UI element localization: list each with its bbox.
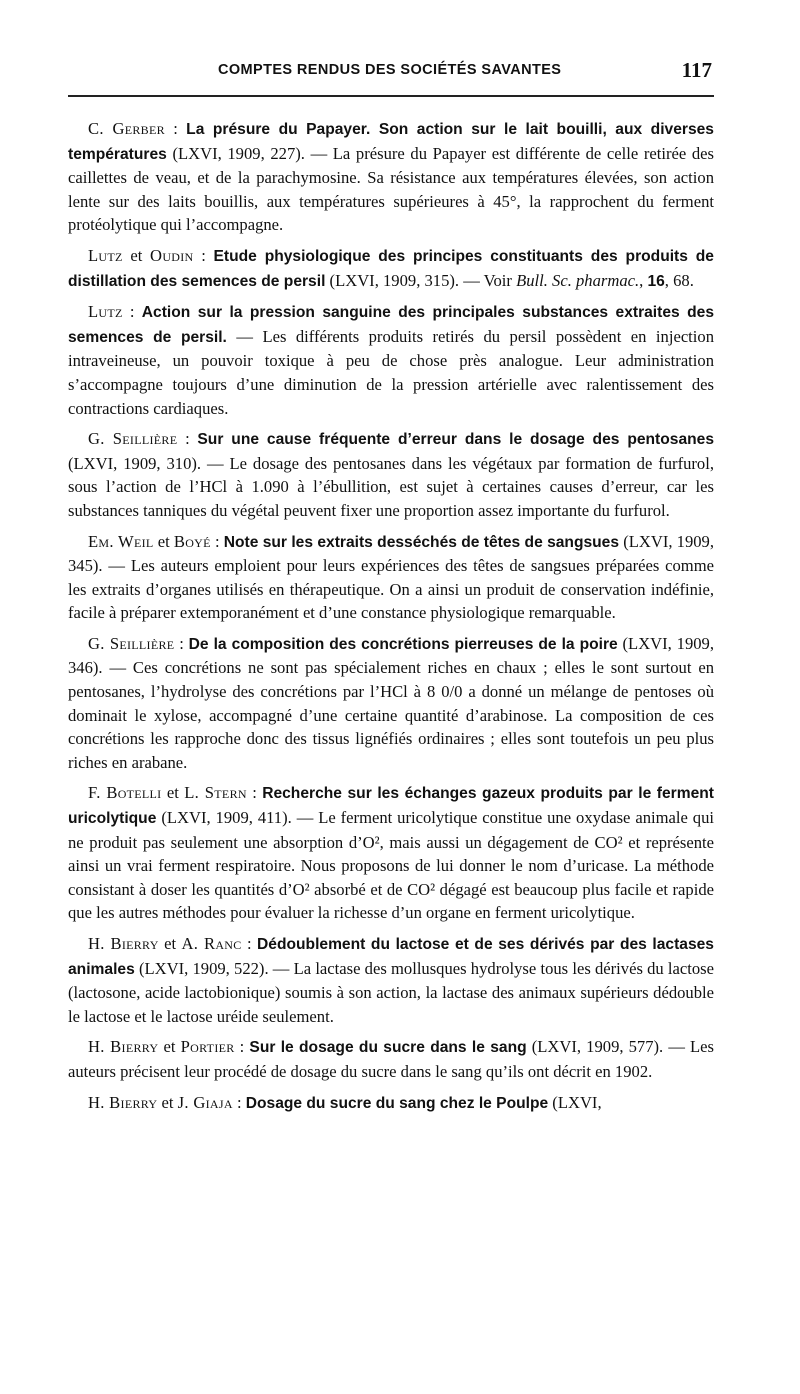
entry-reference: Bull. Sc. pharmac.	[516, 270, 640, 290]
entry-author: L. Stern	[184, 783, 247, 803]
entry-body: (LXVI, 1909, 227). — La présure du Papayer est différente de celle retirée des caillettes de veau, et de la parachymosine. Sa résistance aux températures élevées, son action lente sur des laits bouillis, aux températures supérieures à 45°, la rapprochent du ferment protéolytique qui l’accompagne.	[68, 143, 714, 235]
entry-seilliere-pentosanes: G. Seillière : Sur une cause fréquente d’erreur dans le dosage des pentosanes (LXVI, 1909, 310). — Le dosage des pentosanes dans les végétaux par formation de furfurol, sous l’action de l’HCl à 1.090 à l’ébullition, est sujet à certaines causes d’erreur, car les substances tanniques du végétal peuvent fixer une proportion assez importante du furfurol.	[68, 429, 714, 520]
entry-body: (LXVI, 1909, 345). — Les auteurs emploient pour leurs expériences des têtes de sangsues préparées comme les extraits d’organes utilisés en thérapeutique. On a ainsi un produit de conservation indéfinie, facile à préparer extemporanément et d’une constance physiologique remarquable.	[68, 531, 714, 623]
entry-body: (LXVI, 1909, 411). — Le ferment uricolytique constitue une oxydase animale qui ne produit pas seulement une absorption d’O², mais aussi un dégagement de CO² et représente ainsi un vrai ferment respiratoire. Nous proposons de lui donner le nom d’uricase. La méthode consistant à doser les quantités d’O² absorbé et de CO² dégagé est beaucoup plus facile et rapide que les autres méthodes pour évaluer la richesse d’un organe en ferment uricolytique.	[68, 808, 714, 923]
entry-title: Etude physiologique des principes constituants des produits de distillation des semences de persil	[68, 247, 714, 290]
entries-list	[68, 117, 714, 1122]
entry-body: (LXVI, 1909, 310). — Le dosage des pentosanes dans les végétaux par formation de furfurol, sous l’action de l’HCl à 1.090 à l’ébullition, est sujet à certaines causes d’erreur, car les substances tanniques du végétal peuvent fixer une proportion assez importante du furfurol.	[68, 453, 714, 520]
entry-bierry-portier: H. Bierry et Portier : Sur le dosage du sucre dans le sang (LXVI, 1909, 577). — Les auteurs précisent leur procédé de dosage du sucre dans le sang qu’ils ont décrit en 1902.	[68, 1037, 714, 1081]
entry-title: Sur le dosage du sucre dans le sang	[249, 1039, 527, 1057]
running-header	[68, 58, 714, 84]
entry-bierry-giaja: H. Bierry et J. Giaja : Dosage du sucre du sang chez le Poulpe (LXVI,	[88, 1092, 602, 1112]
page-number: 117	[681, 58, 712, 82]
entry-author: Lutz	[88, 245, 123, 265]
entry-author: G. Seillière	[88, 633, 175, 653]
entry-title: Recherche sur les échanges gazeux produits par le ferment uricolytique	[68, 785, 714, 828]
entry-author: H. Bierry	[88, 1037, 159, 1057]
entry-body: (LXVI, 1909, 577). — Les auteurs précisent leur procédé de dosage du sucre dans le sang qu’ils ont décrit en 1902.	[68, 1037, 714, 1081]
entry-weil-boye: Em. Weil et Boyé : Note sur les extraits desséchés de têtes de sangsues (LXVI, 1909, 345). — Les auteurs emploient pour leurs expériences des têtes de sangsues préparées comme les extraits d’organes utilisés en thérapeutique. On a ainsi un produit de conservation indéfinie, facile à préparer extemporanément et d’une constance physiologique remarquable.	[68, 531, 714, 623]
entry-body: (LXVI, 1909, 522). — La lactase des mollusques hydrolyse tous les dérivés du lactose (lactosone, acide lactobionique) soumis à son action, la lactase des animaux supérieurs dédouble le lactose et le lactose uréide seulement.	[68, 958, 714, 1026]
entry-author: Boyé	[173, 531, 211, 551]
entry-title: De la composition des concrétions pierreuses de la poire	[188, 635, 618, 653]
header-rule	[68, 95, 714, 97]
entry-title: La présure du Papayer. Son action sur le lait bouilli, aux diverses températures	[68, 121, 714, 163]
entry-bierry-ranc: H. Bierry et A. Ranc : Dédoublement du lactose et de ses dérivés par des lactases animales (LXVI, 1909, 522). — La lactase des mollusques hydrolyse tous les dérivés du lactose (lactosone, acide lactobionique) soumis à son action, la lactase des animaux supérieurs dédouble le lactose et le lactose uréide seulement.	[68, 934, 714, 1026]
entry-title: Dédoublement du lactose et de ses dérivés par des lactases animales	[68, 936, 714, 978]
entry-title: Note sur les extraits desséchés de têtes de sangsues	[223, 533, 620, 551]
entry-author: A. Ranc	[181, 934, 242, 953]
entry-author: H. Bierry	[88, 934, 159, 953]
entry-body: (LXVI,	[548, 1092, 602, 1112]
entry-body: (LXVI, 1909, 346). — Ces concrétions ne sont pas spécialement riches en chaux ; elles le sont surtout en pentosanes, l’hydrolyse des concrétions par l’HCl à 8 0/0 a donné un mélange de pentoses où dominait le xylose, accompagné d’une certaine quantité d’arabinose. La composition de ces concrétions les rapproche donc des tissus lignéfiés ordinaires ; elles sont toutefois un peu plus riches en arabane.	[68, 633, 714, 772]
entry-author: Oudin	[150, 245, 194, 265]
entry-reference-volume: 16	[647, 272, 665, 290]
entry-title: Dosage du sucre du sang chez le Poulpe	[245, 1094, 549, 1112]
entry-lutz-oudin: Lutz et Oudin : Etude physiologique des principes constituants des produits de distillation des semences de persil (LXVI, 1909, 315). — Voir Bull. Sc. pharmac., 16, 68.	[68, 245, 714, 290]
entry-body: — Les différents produits retirés du persil possèdent en injection intraveineuse, un pouvoir toxique à peu de chose près analogue. Leur administration s’accompagne toujours d’une diminution de la pression artérielle avec ralentissement des contractions cardiaques.	[68, 326, 714, 418]
entry-author: F. Botelli	[88, 783, 162, 803]
entry-seilliere-poire: G. Seillière : De la composition des concrétions pierreuses de la poire (LXVI, 1909, 346). — Ces concrétions ne sont pas spécialement riches en chaux ; elles le sont surtout en pentosanes, l’hydrolyse des concrétions par l’HCl à 8 0/0 a donné un mélange de pentoses où dominait le xylose, accompagné d’une certaine quantité d’arabinose. La composition de ces concrétions les rapproche donc des tissus lignéfiés ordinaires ; elles sont toutefois un peu plus riches en arabane.	[68, 633, 714, 772]
entry-body: (LXVI, 1909, 315). — Voir	[325, 270, 517, 290]
entry-author: Portier	[180, 1037, 235, 1057]
entry-gerber: C. Gerber : La présure du Papayer. Son action sur le lait bouilli, aux diverses températures (LXVI, 1909, 227). — La présure du Papayer est différente de celle retirée des caillettes de veau, et de la parachymosine. Sa résistance aux températures élevées, son action lente sur des laits bouillis, aux températures supérieures à 45°, la rapprochent du ferment protéolytique qui l’accompagne.	[68, 119, 714, 235]
entry-author: Em. Weil	[88, 531, 154, 551]
entry-author: C. Gerber	[88, 119, 165, 138]
running-title: COMPTES RENDUS DES SOCIÉTÉS SAVANTES	[218, 62, 562, 78]
entry-author: H. Bierry	[88, 1092, 158, 1112]
entry-author: J. Giaja	[177, 1092, 233, 1112]
entry-author: G. Seillière	[88, 429, 178, 449]
entry-title: Sur une cause fréquente d’erreur dans le dosage des pentosanes	[197, 431, 714, 449]
entry-author: Lutz	[88, 302, 123, 322]
entry-title: Action sur la pression sanguine des principales substances extraites des semences de persil.	[68, 304, 714, 346]
entry-botelli-stern: F. Botelli et L. Stern : Recherche sur les échanges gazeux produits par le ferment uricolytique (LXVI, 1909, 411). — Le ferment uricolytique constitue une oxydase animale qui ne produit pas seulement une absorption d’O², mais aussi un dégagement de CO² et représente ainsi un vrai ferment respiratoire. Nous proposons de lui donner le nom d’uricase. La méthode consistant à doser les quantités d’O² absorbé et de CO² dégagé est beaucoup plus facile et rapide que les autres méthodes pour évaluer la richesse d’un organe en ferment uricolytique.	[68, 783, 714, 923]
entry-lutz: Lutz : Action sur la pression sanguine des principales substances extraites des semences de persil. — Les différents produits retirés du persil possèdent en injection intraveineuse, un pouvoir toxique à peu de chose près analogue. Leur administration s’accompagne toujours d’une diminution de la pression artérielle avec ralentissement des contractions cardiaques.	[68, 302, 714, 418]
